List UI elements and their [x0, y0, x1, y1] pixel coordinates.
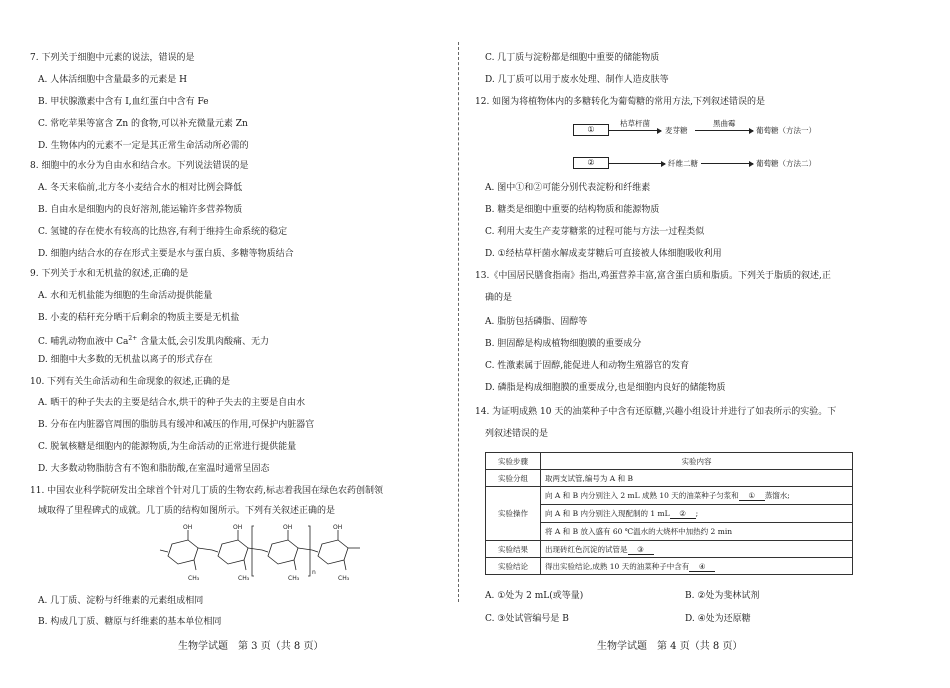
ch3-label-1: CH₃ [188, 575, 200, 582]
left-page-footer: 生物学试题 第 3 页（共 8 页） [178, 641, 324, 652]
table-row [486, 470, 853, 487]
question-8-option-d: D. 细胞内结合水的存在形式主要是水与蛋白质、多糖等物质结合 [38, 249, 294, 259]
question-11-option-d: D. 几丁质可以用于废水处理、制作人造皮肤等 [485, 75, 669, 85]
question-13-option-d: D. 磷脂是构成细胞膜的重要成分,也是细胞内良好的储能物质 [485, 383, 726, 393]
blank-2: ② [670, 509, 696, 519]
question-11-option-b: B. 构成几丁质、糖原与纤维素的基本单位相同 [38, 617, 222, 627]
table-header-row [486, 453, 853, 470]
question-9-option-b: B. 小麦的秸秆充分晒干后剩余的物质主要是无机盐 [38, 313, 240, 323]
table-cell-step: 实验分组 [486, 470, 541, 487]
operation-2-suffix: ; [695, 509, 699, 518]
question-11-stem-line-2: 域取得了里程碑式的成就。几丁质的结构如图所示。下列有关叙述正确的是 [38, 506, 336, 516]
question-7-stem: 7. 下列关于细胞中元素的说法，错误的是 [30, 53, 195, 63]
diagram-cellobiose: 纤维二糖 [668, 159, 698, 168]
blank-1: ① [739, 491, 765, 501]
experiment-table [485, 452, 853, 575]
table-cell-content: 取两支试管,编号为 A 和 B [541, 470, 853, 487]
table-cell-step: 实验结果 [486, 541, 541, 558]
table-cell-conclusion [541, 558, 853, 575]
question-8-option-a: A. 冬天来临前,北方冬小麦结合水的相对比例会降低 [38, 183, 243, 193]
oh-label-1: OH [183, 524, 193, 531]
diagram-maltose: 麦芽糖 [665, 126, 688, 135]
table-row [486, 558, 853, 575]
question-14-stem-line-1: 14. 为证明成熟 10 天的油菜种子中含有还原糖,兴趣小组设计并进行了如表所示的实验。下 [475, 407, 837, 417]
question-10-option-d: D. 大多数动物脂肪含有不饱和脂肪酸,在室温时通常呈固态 [38, 464, 270, 474]
operation-line-3: 将 A 和 B 放入盛有 60 ℃温水的大烧杯中加热约 2 min [545, 527, 733, 536]
question-7-option-c: C. 常吃苹果等富含 Zn 的食物,可以补充微量元素 Zn [38, 119, 248, 129]
question-14-stem-line-2: 列叙述错误的是 [485, 429, 549, 439]
result-text: 出现砖红色沉淀的试管是 [545, 544, 628, 554]
diagram-box-1: ① [573, 124, 609, 136]
question-14-option-b: B. ②处为斐林试剂 [685, 591, 760, 601]
ch3-label-3: CH₃ [288, 575, 300, 582]
question-7-option-d: D. 生物体内的元素不一定是其正常生命活动所必需的 [38, 141, 249, 151]
oh-label-4: OH [333, 524, 343, 531]
question-14-option-d: D. ④处为还原糖 [685, 614, 751, 624]
diagram-glucose-method-1: 葡萄糖（方法一） [756, 126, 816, 135]
chitin-structure-diagram [150, 522, 370, 584]
question-10-option-b: B. 分布在内脏器官周围的脂肪具有缓冲和减压的作用,可保护内脏器官 [38, 420, 315, 430]
question-9-option-c-post: 含量太低,会引发肌肉酸痛、无力 [137, 337, 269, 347]
question-11-stem-line-1: 11. 中国农业科学院研发出全球首个针对几丁质的生物农药,标志着我国在绿色农药创制领 [30, 486, 384, 496]
ch3-label-2: CH₃ [238, 575, 250, 582]
conclusion-text: 得出实验结论,成熟 10 天的油菜种子中含有 [545, 561, 690, 571]
question-10-option-c: C. 脱氧核糖是细胞内的能源物质,为生命活动的正常进行提供能量 [38, 442, 297, 452]
diagram-box-2: ② [573, 157, 609, 169]
question-12-option-d: D. ①经枯草杆菌水解成麦芽糖后可直接被人体细胞吸收利用 [485, 249, 722, 259]
blank-3: ③ [628, 545, 654, 555]
ch3-label-4: CH₃ [338, 575, 350, 582]
question-13-option-c: C. 性激素属于固醇,能促进人和动物生殖器官的发育 [485, 361, 690, 371]
question-9-stem: 9. 下列关于水和无机盐的叙述,正确的是 [30, 269, 189, 279]
question-9-option-c [38, 333, 269, 348]
table-cell-result [541, 541, 853, 558]
table-header-step: 实验步骤 [486, 453, 541, 470]
diagram-label-bacillus: 枯草杆菌 [620, 119, 650, 128]
operation-1-text: 向 A 和 B 内分别注入 2 mL 成熟 10 天的油菜种子匀浆和 [545, 491, 739, 500]
table-row [486, 541, 853, 558]
table-cell-step: 实验结论 [486, 558, 541, 575]
question-11-option-c: C. 几丁质与淀粉都是细胞中重要的储能物质 [485, 53, 660, 63]
question-12-option-a: A. 图中①和②可能分别代表淀粉和纤维素 [485, 183, 651, 193]
right-page-footer: 生物学试题 第 4 页（共 8 页） [597, 641, 743, 652]
diagram-arrow-1b [695, 130, 753, 131]
operation-line-2 [541, 505, 852, 523]
diagram-arrow-1a [609, 130, 661, 131]
operation-2-text: 向 A 和 B 内分别注入现配制的 1 mL [545, 509, 670, 518]
question-8-stem: 8. 细胞中的水分为自由水和结合水。下列说法错误的是 [30, 161, 249, 171]
table-row [486, 487, 853, 541]
question-8-option-c: C. 氢键的存在使水有较高的比热容,有利于维持生命系统的稳定 [38, 227, 288, 237]
table-cell-step: 实验操作 [486, 487, 541, 541]
question-12-stem: 12. 如图为将植物体内的多糖转化为葡萄糖的常用方法,下列叙述错误的是 [475, 97, 766, 107]
question-13-option-b: B. 胆固醇是构成植物细胞膜的重要成分 [485, 339, 642, 349]
question-14-option-a: A. ①处为 2 mL(或等量) [485, 591, 584, 601]
question-9-option-d: D. 细胞中大多数的无机盐以离子的形式存在 [38, 355, 213, 365]
repeat-n-label: n [312, 569, 316, 576]
question-12-option-b: B. 糖类是细胞中重要的结构物质和能源物质 [485, 205, 660, 215]
operation-line-1 [541, 487, 852, 505]
operation-1-suffix: 蒸馏水; [764, 491, 790, 500]
question-12-option-c: C. 利用大麦生产麦芽糖浆的过程可能与方法一过程类似 [485, 227, 705, 237]
table-cell-operations [541, 487, 853, 541]
diagram-glucose-method-2: 葡萄糖（方法二） [756, 159, 816, 168]
diagram-arrow-2a [609, 163, 665, 164]
table-header-content: 实验内容 [541, 453, 853, 470]
diagram-arrow-2b [701, 163, 753, 164]
question-7-option-b: B. 甲状腺激素中含有 I,血红蛋白中含有 Fe [38, 97, 209, 107]
oh-label-2: OH [233, 524, 243, 531]
oh-label-3: OH [283, 524, 293, 531]
question-8-option-b: B. 自由水是细胞内的良好溶剂,能运输许多营养物质 [38, 205, 243, 215]
question-9-option-a: A. 水和无机盐能为细胞的生命活动提供能量 [38, 291, 213, 301]
question-11-option-a: A. 几丁质、淀粉与纤维素的元素组成相同 [38, 596, 204, 606]
question-10-stem: 10. 下列有关生命活动和生命现象的叙述,正确的是 [30, 377, 231, 387]
question-9-option-c-pre: C. 哺乳动物血液中 Ca [38, 337, 129, 347]
calcium-charge-superscript: 2+ [128, 335, 138, 342]
question-13-stem-line-1: 13.《中国居民膳食指南》指出,鸡蛋营养丰富,富含蛋白质和脂质。下列关于脂质的叙述,正 [475, 271, 831, 281]
blank-4: ④ [689, 562, 715, 572]
question-10-option-a: A. 晒干的种子失去的主要是结合水,烘干的种子失去的主要是自由水 [38, 398, 306, 408]
question-13-stem-line-2: 确的是 [485, 293, 513, 303]
column-divider [458, 42, 459, 602]
diagram-label-aspergillus: 黑曲霉 [713, 119, 736, 128]
question-7-option-a: A. 人体活细胞中含量最多的元素是 H [38, 75, 187, 85]
question-13-option-a: A. 脂肪包括磷脂、固醇等 [485, 317, 588, 327]
question-14-option-c: C. ③处试管编号是 B [485, 614, 569, 624]
